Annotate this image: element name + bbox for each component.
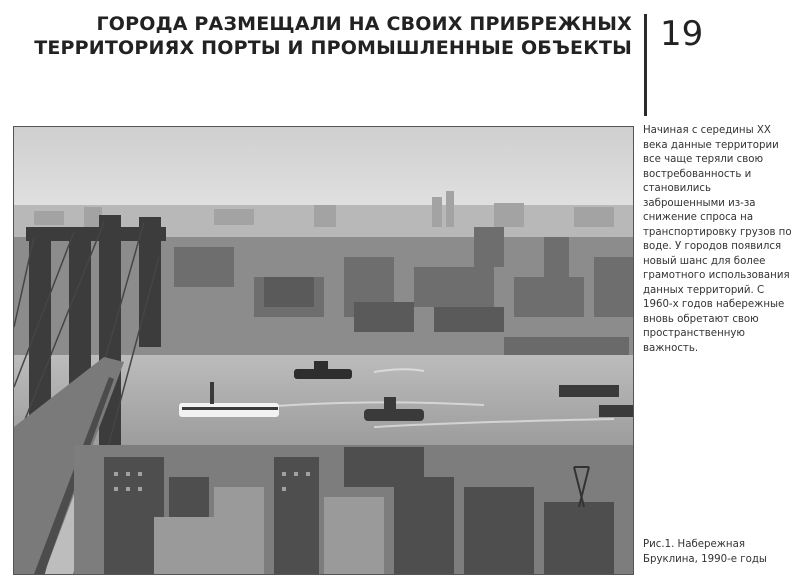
slide-title-line-1: ГОРОДА РАЗМЕЩАЛИ НА СВОИХ ПРИБРЕЖНЫХ	[96, 13, 632, 35]
slide-title-line-2: ТЕРРИТОРИЯХ ПОРТЫ И ПРОМЫШЛЕННЫЕ ОБЪЕКТЫ	[34, 37, 632, 59]
page-number: 19	[660, 14, 704, 54]
body-paragraph: Начиная с середины XX века данные территории все чаще теряли свою востребованность и становились заброшенными из-за снижение спроса на транспортировку грузов по воде. У городов появился новый шанс для более грамотного использования данных территорий. С 1960-х годов набережные вновь обретают свою пространственную важность.	[643, 125, 792, 354]
figure-caption: Рис.1. Набережная Бруклина, 1990-е годы	[643, 539, 767, 565]
vertical-divider	[644, 14, 647, 116]
slide-title	[20, 12, 632, 60]
brooklyn-waterfront-photo	[13, 126, 634, 575]
